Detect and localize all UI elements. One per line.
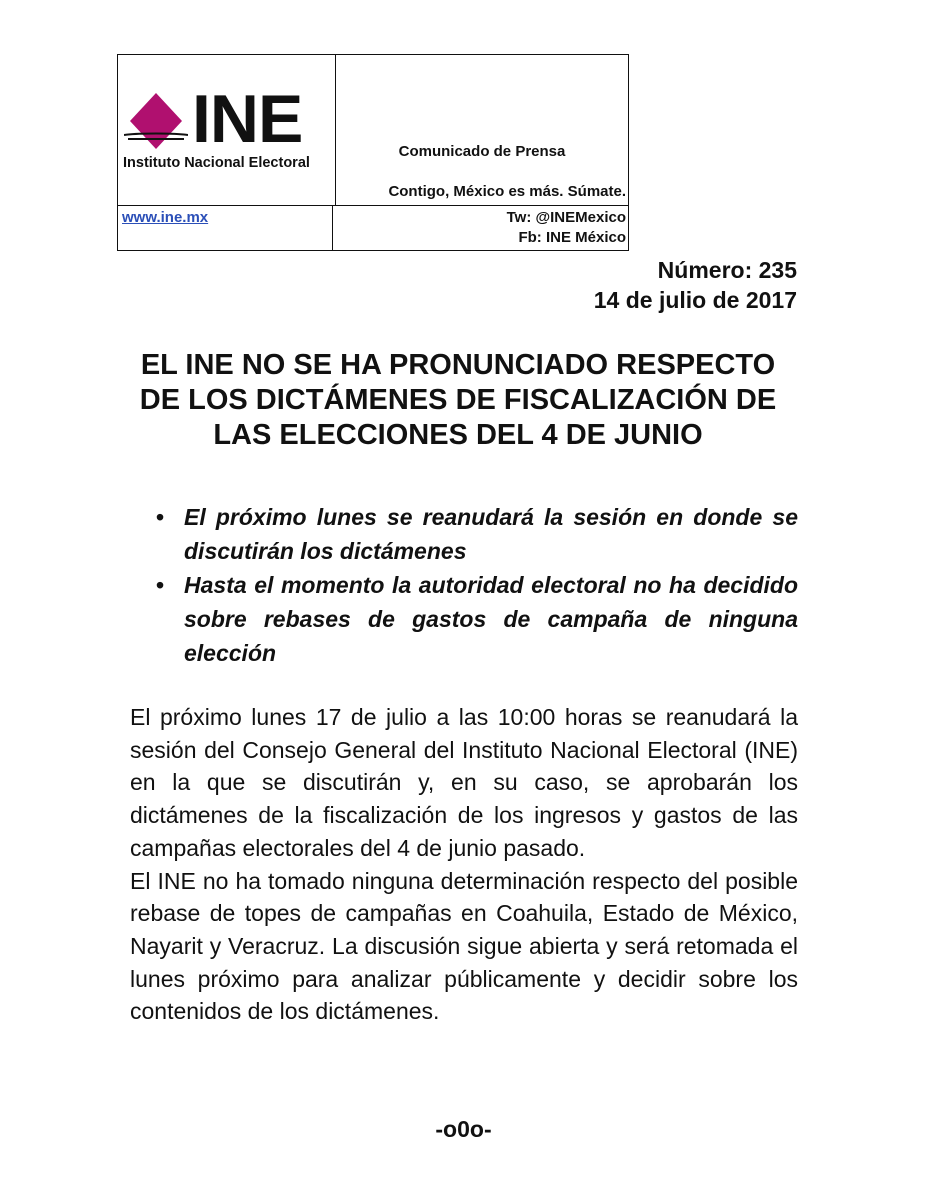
paragraph: El próximo lunes 17 de julio a las 10:00 horas se reanudará la sesión del Consejo General del Instituto Nacional Electoral (INE) en la que se discutirán y, en su caso, se aprobarán los dictámenes de la fiscalización de los ingresos y gastos de las campañas electorales del 4 de junio pasado.	[130, 704, 798, 861]
logo-cell	[118, 55, 336, 205]
bullet-item: • El próximo lunes se reanudará la sesión en donde se discutirán los dictámenes	[150, 500, 798, 568]
body-text	[130, 701, 798, 1028]
press-number: Número: 235	[657, 257, 797, 283]
social-cell	[333, 206, 628, 250]
press-date: 14 de julio de 2017	[593, 287, 797, 313]
slogan: Contigo, México es más. Súmate.	[388, 183, 626, 200]
press-label: Comunicado de Prensa	[398, 143, 566, 160]
institution-name: Instituto Nacional Electoral	[123, 155, 310, 171]
website-cell	[118, 206, 333, 250]
facebook-handle: Fb: INE México	[518, 229, 626, 246]
headline: EL INE NO SE HA PRONUNCIADO RESPECTO DE LOS DICTÁMENES DE FISCALIZACIÓN DE LAS ELECCIONES DEL 4 DE JUNIO	[139, 349, 777, 451]
closing-mark: -o0o-	[435, 1116, 492, 1142]
ine-logo-icon	[124, 91, 188, 155]
paragraph: El INE no ha tomado ninguna determinación respecto del posible rebase de topes de campañas en Coahuila, Estado de México, Nayarit y Veracruz. La discusión sigue abierta y será retomada el lunes próximo para analizar públicamente y decidir sobre los contenidos de los dictámenes.	[130, 867, 798, 1025]
website-link[interactable]: www.ine.mx	[122, 209, 209, 226]
header-table	[117, 54, 629, 251]
contact-row	[118, 205, 628, 250]
twitter-handle: Tw: @INEMexico	[506, 209, 626, 226]
info-cell	[336, 55, 628, 205]
bullet-item: • Hasta el momento la autoridad electoral no ha decidido sobre rebases de gastos de campaña de ninguna elección	[150, 568, 798, 670]
logo-wordmark: INE	[192, 81, 303, 157]
bullet-list	[150, 500, 798, 670]
